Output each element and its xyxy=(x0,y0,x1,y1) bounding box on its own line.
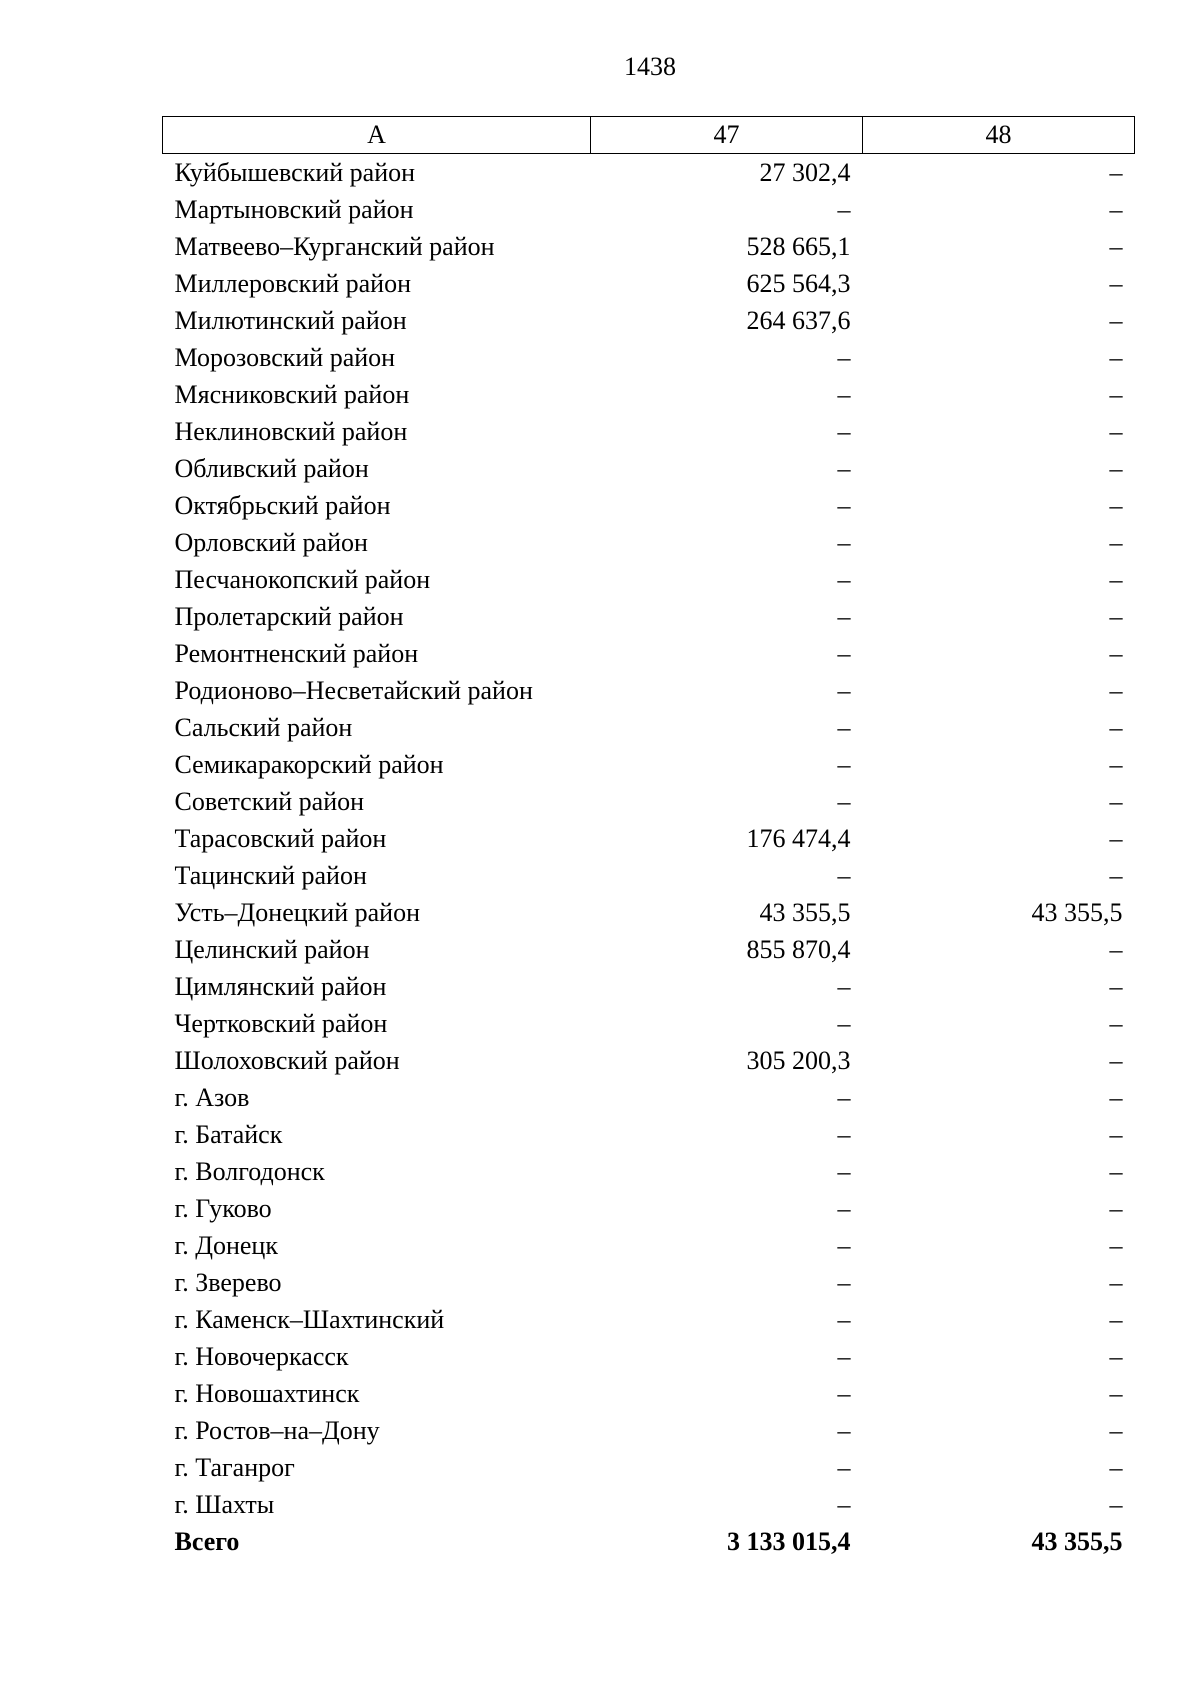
row-value-47-cell: – xyxy=(837,1009,851,1038)
row-name-cell: г. Каменск–Шахтинский xyxy=(174,1305,445,1334)
total-value-48: 43 355,5 xyxy=(1031,1527,1123,1556)
row-value-48-cell: – xyxy=(1109,306,1123,335)
row-name-cell: Неклиновский район xyxy=(174,417,408,446)
row-value-48-cell: – xyxy=(1109,269,1123,298)
table-row xyxy=(163,1079,1135,1116)
row-value-48-cell: – xyxy=(1109,565,1123,594)
row-value-47-cell: – xyxy=(837,1231,851,1260)
table-row xyxy=(163,487,1135,524)
table-row xyxy=(163,376,1135,413)
table-row xyxy=(163,931,1135,968)
row-value-47-cell: – xyxy=(837,1453,851,1482)
row-value-48-cell: – xyxy=(1109,1157,1123,1186)
row-value-47-cell: – xyxy=(837,861,851,890)
row-name-cell: Тацинский район xyxy=(174,861,367,890)
row-value-47-cell: – xyxy=(837,528,851,557)
table-row xyxy=(163,191,1135,228)
row-name-cell: Мартыновский район xyxy=(174,195,414,224)
row-value-48-cell: – xyxy=(1109,676,1123,705)
table-row xyxy=(163,339,1135,376)
row-value-47-cell: – xyxy=(837,639,851,668)
row-value-47-cell: 528 665,1 xyxy=(746,232,851,261)
row-name-cell: г. Ростов–на–Дону xyxy=(174,1416,380,1445)
row-value-48-cell: – xyxy=(1109,713,1123,742)
row-value-48-cell: – xyxy=(1109,787,1123,816)
row-value-48-cell: – xyxy=(1109,1305,1123,1334)
row-value-47-cell: – xyxy=(837,1342,851,1371)
table-row xyxy=(163,1449,1135,1486)
row-name-cell: Шолоховский район xyxy=(174,1046,400,1075)
row-name-cell: Морозовский район xyxy=(174,343,396,372)
table-row xyxy=(163,1190,1135,1227)
row-value-48-cell: – xyxy=(1109,1416,1123,1445)
row-value-47-cell: – xyxy=(837,195,851,224)
row-value-47-cell: – xyxy=(837,1194,851,1223)
row-value-48-cell: – xyxy=(1109,1490,1123,1519)
row-name-cell: г. Шахты xyxy=(174,1490,275,1519)
table-row xyxy=(163,1412,1135,1449)
row-name-cell: Цимлянский район xyxy=(174,972,387,1001)
header-cell-47: 47 xyxy=(591,117,863,154)
table-row xyxy=(163,561,1135,598)
row-value-48-cell: – xyxy=(1109,1453,1123,1482)
row-value-48-cell: – xyxy=(1109,824,1123,853)
row-value-47-cell: – xyxy=(837,713,851,742)
row-name-cell: Семикаракорский район xyxy=(174,750,444,779)
row-value-48-cell: – xyxy=(1109,195,1123,224)
table-row xyxy=(163,635,1135,672)
table-row xyxy=(163,413,1135,450)
row-value-48-cell: – xyxy=(1109,1231,1123,1260)
row-name-cell: Целинский район xyxy=(174,935,370,964)
row-value-47-cell: – xyxy=(837,565,851,594)
row-value-48-cell: 43 355,5 xyxy=(1031,898,1123,927)
page-number: 1438 xyxy=(624,52,676,81)
row-name-cell: г. Волгодонск xyxy=(174,1157,325,1186)
row-value-48-cell: – xyxy=(1109,343,1123,372)
table-row xyxy=(163,228,1135,265)
row-value-47-cell: 625 564,3 xyxy=(746,269,851,298)
table-row xyxy=(163,598,1135,635)
row-value-47-cell: 27 302,4 xyxy=(759,158,851,187)
row-value-47-cell: – xyxy=(837,1416,851,1445)
table-row xyxy=(163,524,1135,561)
table-row xyxy=(163,265,1135,302)
row-value-48-cell: – xyxy=(1109,1120,1123,1149)
table-row xyxy=(163,1301,1135,1338)
row-name-cell: Сальский район xyxy=(174,713,353,742)
row-value-48-cell: – xyxy=(1109,158,1123,187)
row-value-48-cell: – xyxy=(1109,417,1123,446)
data-table xyxy=(162,116,1134,1560)
row-value-48-cell: – xyxy=(1109,972,1123,1001)
row-value-47-cell: 43 355,5 xyxy=(759,898,851,927)
row-name-cell: г. Донецк xyxy=(174,1231,278,1260)
table-row xyxy=(163,1486,1135,1523)
table-row xyxy=(163,1338,1135,1375)
row-name-cell: Советский район xyxy=(174,787,365,816)
row-name-cell: Куйбышевский район xyxy=(174,158,416,187)
row-value-48-cell: – xyxy=(1109,232,1123,261)
header-row xyxy=(163,117,1135,154)
header-cell-a: А xyxy=(163,117,591,154)
row-value-47-cell: – xyxy=(837,1157,851,1186)
table-row xyxy=(163,1264,1135,1301)
row-name-cell: Матвеево–Курганский район xyxy=(174,232,495,261)
total-value-47: 3 133 015,4 xyxy=(727,1527,851,1556)
row-value-48-cell: – xyxy=(1109,639,1123,668)
total-label: Всего xyxy=(174,1527,240,1556)
row-name-cell: г. Батайск xyxy=(174,1120,283,1149)
table-row xyxy=(163,820,1135,857)
row-name-cell: Миллеровский район xyxy=(174,269,412,298)
row-value-48-cell: – xyxy=(1109,1046,1123,1075)
row-name-cell: Чертковский район xyxy=(174,1009,388,1038)
row-value-48-cell: – xyxy=(1109,602,1123,631)
table-row xyxy=(163,1375,1135,1412)
table-row xyxy=(163,154,1135,192)
row-value-47-cell: – xyxy=(837,972,851,1001)
row-name-cell: Орловский район xyxy=(174,528,368,557)
row-value-48-cell: – xyxy=(1109,1379,1123,1408)
row-value-48-cell: – xyxy=(1109,454,1123,483)
row-name-cell: Тарасовский район xyxy=(174,824,387,853)
row-value-47-cell: – xyxy=(837,787,851,816)
row-name-cell: Родионово–Несветайский район xyxy=(174,676,533,705)
table-row xyxy=(163,672,1135,709)
row-value-47-cell: – xyxy=(837,491,851,520)
row-value-48-cell: – xyxy=(1109,491,1123,520)
row-value-48-cell: – xyxy=(1109,1342,1123,1371)
table-row xyxy=(163,1005,1135,1042)
row-value-47-cell: – xyxy=(837,1083,851,1112)
table-row xyxy=(163,1116,1135,1153)
table-row xyxy=(163,1227,1135,1264)
row-name-cell: Октябрьский район xyxy=(174,491,391,520)
row-value-47-cell: 176 474,4 xyxy=(746,824,851,853)
table-row xyxy=(163,746,1135,783)
header-cell-48: 48 xyxy=(863,117,1135,154)
table-row xyxy=(163,709,1135,746)
row-value-48-cell: – xyxy=(1109,861,1123,890)
row-name-cell: г. Новочеркасск xyxy=(174,1342,349,1371)
row-value-48-cell: – xyxy=(1109,1268,1123,1297)
row-value-47-cell: – xyxy=(837,454,851,483)
row-name-cell: Милютинский район xyxy=(174,306,407,335)
row-value-47-cell: – xyxy=(837,343,851,372)
row-value-47-cell: 305 200,3 xyxy=(746,1046,851,1075)
row-name-cell: Мясниковский район xyxy=(174,380,410,409)
row-value-47-cell: 264 637,6 xyxy=(746,306,851,335)
table-row xyxy=(163,857,1135,894)
row-value-48-cell: – xyxy=(1109,935,1123,964)
row-value-47-cell: – xyxy=(837,750,851,779)
row-name-cell: Пролетарский район xyxy=(174,602,404,631)
row-name-cell: Обливский район xyxy=(174,454,369,483)
row-value-48-cell: – xyxy=(1109,1009,1123,1038)
row-value-47-cell: – xyxy=(837,1379,851,1408)
row-name-cell: г. Гуково xyxy=(174,1194,272,1223)
row-value-48-cell: – xyxy=(1109,528,1123,557)
table-row xyxy=(163,450,1135,487)
total-row xyxy=(163,1523,1135,1560)
row-value-47-cell: – xyxy=(837,1305,851,1334)
row-value-47-cell: – xyxy=(837,380,851,409)
row-value-48-cell: – xyxy=(1109,1083,1123,1112)
row-value-48-cell: – xyxy=(1109,750,1123,779)
row-value-47-cell: – xyxy=(837,417,851,446)
row-value-47-cell: – xyxy=(837,1490,851,1519)
table-row xyxy=(163,1153,1135,1190)
row-value-47-cell: – xyxy=(837,1268,851,1297)
table-row xyxy=(163,1042,1135,1079)
table-row xyxy=(163,894,1135,931)
row-value-47-cell: – xyxy=(837,676,851,705)
row-name-cell: Песчанокопский район xyxy=(174,565,431,594)
row-name-cell: г. Новошахтинск xyxy=(174,1379,360,1408)
row-name-cell: г. Азов xyxy=(174,1083,250,1112)
row-name-cell: г. Зверево xyxy=(174,1268,282,1297)
row-name-cell: Ремонтненский район xyxy=(174,639,419,668)
row-value-47-cell: 855 870,4 xyxy=(746,935,851,964)
row-name-cell: г. Таганрог xyxy=(174,1453,295,1482)
row-value-48-cell: – xyxy=(1109,380,1123,409)
row-value-47-cell: – xyxy=(837,1120,851,1149)
row-value-47-cell: – xyxy=(837,602,851,631)
row-name-cell: Усть–Донецкий район xyxy=(174,898,420,927)
table-row xyxy=(163,968,1135,1005)
row-value-48-cell: – xyxy=(1109,1194,1123,1223)
table-row xyxy=(163,783,1135,820)
table-row xyxy=(163,302,1135,339)
